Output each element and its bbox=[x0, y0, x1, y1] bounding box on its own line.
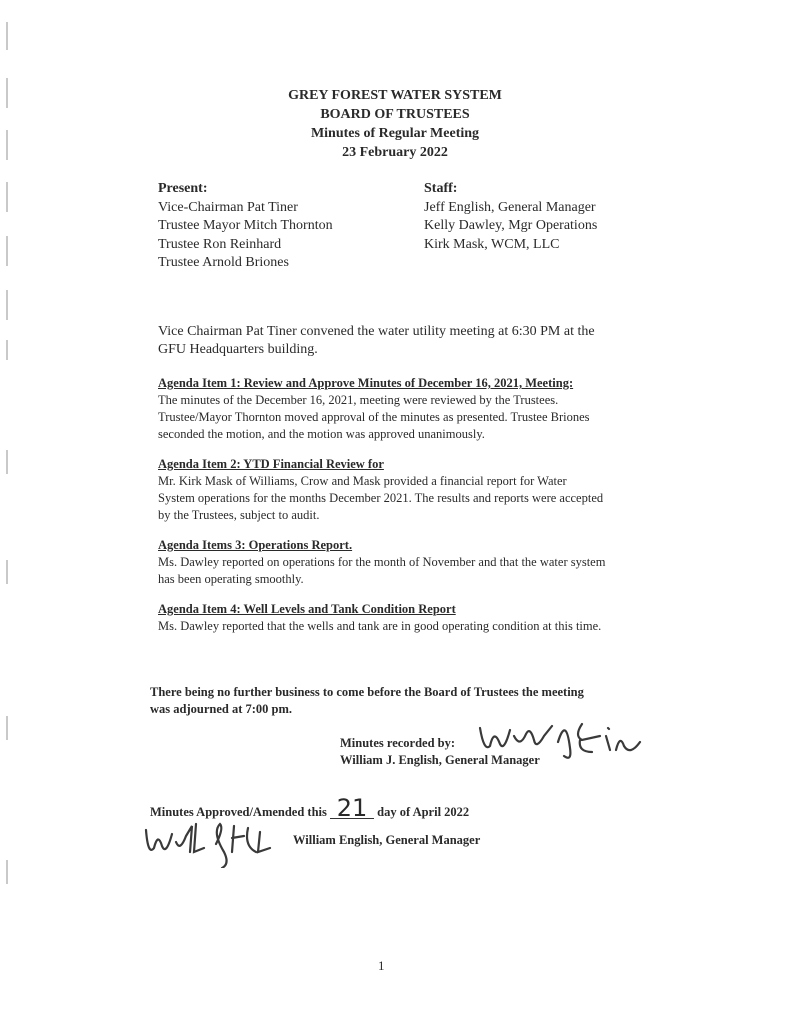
approval-suffix: day of April 2022 bbox=[377, 805, 470, 819]
closing-line: was adjourned at 7:00 pm. bbox=[150, 702, 293, 716]
binder-mark bbox=[6, 290, 14, 320]
binder-mark bbox=[6, 340, 14, 360]
agenda-heading: Agenda Item 2: YTD Financial Review for bbox=[158, 457, 384, 471]
present-name: Trustee Ron Reinhard bbox=[158, 236, 282, 252]
agenda-item-2 bbox=[158, 456, 678, 524]
document-header bbox=[150, 86, 640, 162]
binder-mark bbox=[6, 182, 14, 212]
minutes-title: Minutes of Regular Meeting bbox=[310, 126, 480, 141]
staff-heading: Staff: bbox=[424, 181, 458, 196]
present-name: Trustee Mayor Mitch Thornton bbox=[158, 218, 333, 233]
staff-name: Jeff English, General Manager bbox=[424, 199, 596, 215]
binder-mark bbox=[6, 450, 14, 474]
agenda-line: has been operating smoothly. bbox=[158, 572, 304, 586]
opening-paragraph bbox=[158, 323, 678, 359]
agenda-line: The minutes of the December 16, 2021, meeting were reviewed by the Trustees. bbox=[158, 393, 559, 407]
present-list bbox=[158, 180, 333, 273]
recorded-by-label: Minutes recorded by: bbox=[340, 736, 456, 750]
board-title: BOARD OF TRUSTEES bbox=[320, 107, 470, 122]
binder-mark bbox=[6, 22, 14, 50]
present-name: Vice-Chairman Pat Tiner bbox=[158, 199, 298, 215]
agenda-heading: Agenda Item 1: Review and Approve Minutes of December 16, 2021, Meeting: bbox=[158, 376, 574, 390]
meeting-date: 23 February 2022 bbox=[342, 145, 448, 160]
agenda-line: Mr. Kirk Mask of Williams, Crow and Mask provided a financial report for Water bbox=[158, 474, 567, 488]
opening-line: Vice Chairman Pat Tiner convened the water utility meeting at 6:30 PM at the bbox=[158, 324, 595, 339]
agenda-item-3 bbox=[158, 537, 678, 588]
agenda-line: System operations for the months December 2021. The results and reports were accepted bbox=[158, 491, 604, 505]
binder-mark bbox=[6, 560, 14, 584]
agenda-heading: Agenda Item 4: Well Levels and Tank Condition Report bbox=[158, 602, 456, 616]
agenda-line: Ms. Dawley reported that the wells and tank are in good operating condition at this time. bbox=[158, 619, 602, 633]
recorder-name: William J. English, General Manager bbox=[340, 753, 540, 767]
agenda-line: Ms. Dawley reported on operations for the month of November and that the water system bbox=[158, 555, 606, 569]
approval-day: 21 bbox=[330, 798, 374, 819]
staff-name: Kelly Dawley, Mgr Operations bbox=[424, 218, 598, 233]
agenda-line: Trustee/Mayor Thornton moved approval of the minutes as presented. Trustee Briones bbox=[158, 410, 590, 424]
agenda-item-1 bbox=[158, 375, 678, 443]
agenda-line: seconded the motion, and the motion was approved unanimously. bbox=[158, 427, 485, 441]
binder-mark bbox=[6, 860, 14, 884]
binder-mark bbox=[6, 130, 14, 160]
page-number: 1 bbox=[378, 958, 385, 973]
org-title: GREY FOREST WATER SYSTEM bbox=[288, 88, 502, 103]
present-heading: Present: bbox=[158, 181, 208, 196]
binder-mark bbox=[6, 78, 14, 108]
binder-mark bbox=[6, 716, 14, 740]
agenda-line: by the Trustees, subject to audit. bbox=[158, 508, 320, 522]
approver-block bbox=[293, 832, 553, 849]
present-name: Trustee Arnold Briones bbox=[158, 255, 289, 270]
approval-prefix: Minutes Approved/Amended this bbox=[150, 805, 327, 819]
staff-name: Kirk Mask, WCM, LLC bbox=[424, 236, 560, 252]
closing-line: There being no further business to come before the Board of Trustees the meeting bbox=[150, 685, 584, 699]
approver-signature bbox=[140, 812, 310, 868]
agenda-item-4 bbox=[158, 601, 678, 635]
approver-name: William English, General Manager bbox=[293, 833, 481, 847]
staff-list bbox=[424, 180, 597, 254]
binder-mark bbox=[6, 236, 14, 266]
recorder-signature bbox=[474, 706, 674, 768]
agenda-heading: Agenda Items 3: Operations Report. bbox=[158, 538, 353, 552]
opening-line: GFU Headquarters building. bbox=[158, 342, 318, 357]
